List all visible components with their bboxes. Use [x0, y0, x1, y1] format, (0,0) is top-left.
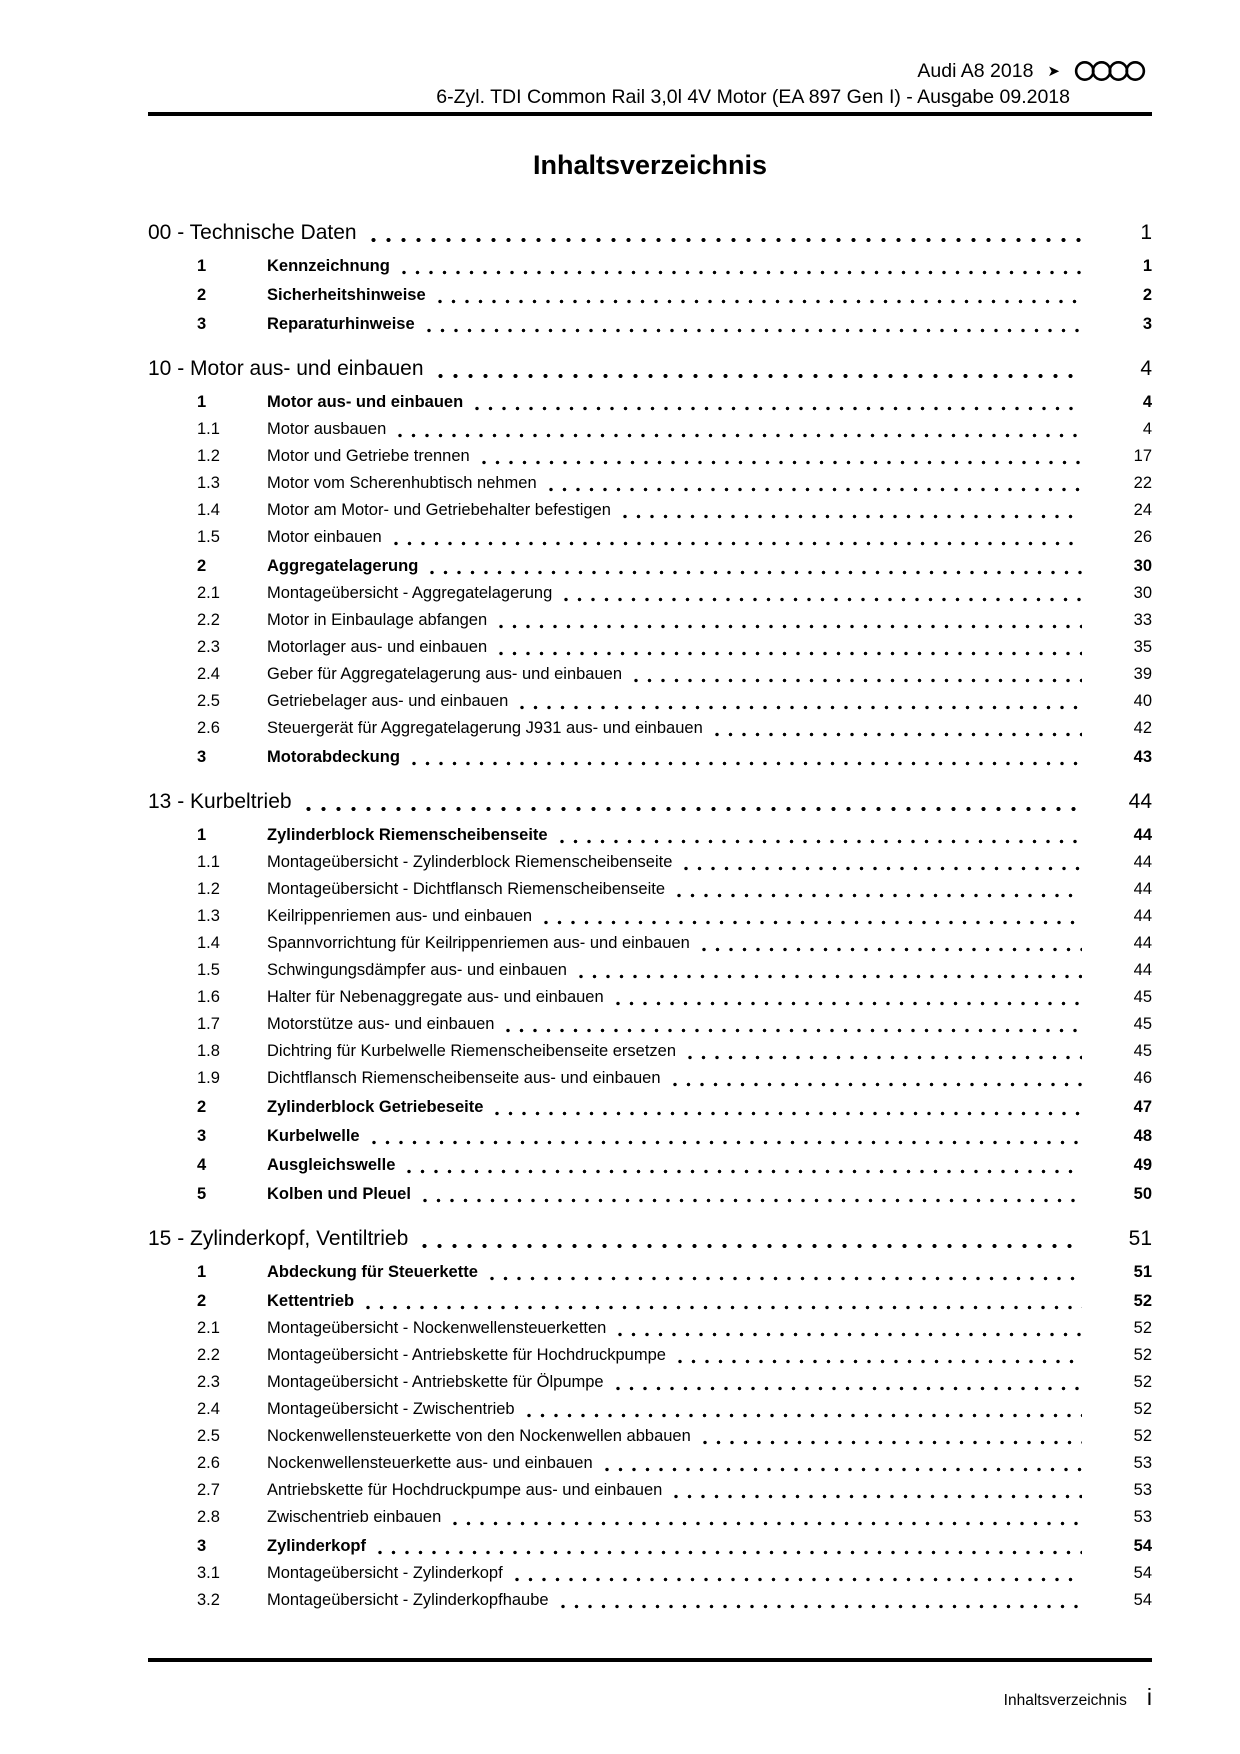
toc-entry-page: 49 [1133, 1156, 1152, 1174]
page-header [148, 0, 1152, 116]
dot-leader [453, 1521, 1082, 1526]
model-arrow-icon: ➤ [1047, 63, 1060, 80]
dot-leader [407, 1169, 1082, 1174]
toc-entry-row [148, 416, 1152, 443]
toc-entry-number-text: 1.1 [197, 853, 220, 871]
toc-entry-label: Montageübersicht - Antriebskette für Hochdruckpumpe [267, 1346, 666, 1364]
toc-entry-page: 42 [1133, 719, 1152, 737]
toc-entry-row [148, 470, 1152, 497]
toc-entry-row [148, 957, 1152, 984]
toc-entry-number [148, 1450, 267, 1477]
toc-entry-number-text: 2 [197, 557, 207, 575]
toc-entry-page: 48 [1133, 1127, 1152, 1145]
toc-entry-number-text: 2.2 [197, 1346, 220, 1364]
toc-entry-number [148, 1342, 267, 1369]
toc-entry-number [148, 607, 267, 634]
toc-entry-label: Spannvorrichtung für Keilrippenriemen aus- und einbauen [267, 934, 690, 952]
toc-entry-label: Motor am Motor- und Getriebehalter befestigen [267, 501, 611, 519]
toc-entry-label: Kurbelwelle [267, 1127, 360, 1145]
toc-chapter-label: 10 - Motor aus- und einbauen [148, 357, 424, 380]
toc-entry-page: 44 [1133, 961, 1152, 979]
toc-entry-number [148, 524, 267, 551]
toc-entry-number-text: 1.6 [197, 988, 220, 1006]
toc-entry-number-text: 2.4 [197, 1400, 220, 1418]
toc-entry-row [148, 744, 1152, 771]
dot-leader [490, 1276, 1082, 1281]
toc-entry-page: 44 [1133, 880, 1152, 898]
toc-entry-number [148, 1152, 267, 1179]
toc-entry-label: Nockenwellensteuerkette aus- und einbauen [267, 1454, 593, 1472]
toc-entry-number-text: 5 [197, 1185, 207, 1203]
dot-leader [378, 1550, 1082, 1555]
toc-entry-label: Halter für Nebenaggregate aus- und einbauen [267, 988, 604, 1006]
toc-entry-label: Keilrippenriemen aus- und einbauen [267, 907, 533, 925]
toc-chapter-row [148, 217, 1152, 248]
toc-entry-number-text: 1.5 [197, 961, 220, 979]
toc-entry-row [148, 849, 1152, 876]
toc-entry-label: Getriebelager aus- und einbauen [267, 692, 509, 710]
dot-leader [634, 678, 1082, 683]
toc-entry-label: Montageübersicht - Zylinderkopfhaube [267, 1591, 549, 1609]
toc-entry-page: 26 [1133, 528, 1152, 546]
toc-entry-label: Kolben und Pleuel [267, 1185, 411, 1203]
dot-leader [482, 460, 1082, 465]
toc-entry-label: Montageübersicht - Aggregatelagerung [267, 584, 553, 602]
toc-entry-page: 1 [1142, 257, 1152, 275]
toc-entry-number [148, 389, 267, 416]
toc-entry-label: Zylinderblock Getriebeseite [267, 1098, 484, 1116]
toc-entry-row [148, 634, 1152, 661]
toc-entry-row [148, 876, 1152, 903]
toc-entry-number-text: 3.2 [197, 1591, 220, 1609]
toc-entry-number [148, 744, 267, 771]
toc-entry-number-text: 3 [197, 1537, 207, 1555]
toc-entry-number-text: 1.5 [197, 528, 220, 546]
toc-entry-page: 35 [1133, 638, 1152, 656]
dot-leader [688, 1055, 1082, 1060]
toc-entry-label: Motorlager aus- und einbauen [267, 638, 488, 656]
toc-entry-number-text: 2.6 [197, 1454, 220, 1472]
toc-entry-label: Zwischentrieb einbauen [267, 1508, 442, 1526]
toc-entry-page: 39 [1133, 665, 1152, 683]
toc-entry-page: 52 [1133, 1400, 1152, 1418]
toc-entry-page: 44 [1133, 934, 1152, 952]
toc-entry-row [148, 1587, 1152, 1614]
footer-section-label: Inhaltsverzeichnis [1003, 1692, 1127, 1709]
toc-entry-label: Schwingungsdämpfer aus- und einbauen [267, 961, 567, 979]
dot-leader [422, 1243, 1082, 1249]
toc-entry-label: Montageübersicht - Antriebskette für Ölpumpe [267, 1373, 604, 1391]
toc-entry-label: Montageübersicht - Dichtflansch Riemenscheibenseite [267, 880, 666, 898]
dot-leader [703, 1440, 1082, 1445]
toc-entry-number [148, 957, 267, 984]
toc-entry-page: 53 [1133, 1481, 1152, 1499]
toc-entry-row [148, 930, 1152, 957]
toc-entry-row [148, 1152, 1152, 1179]
page-title: Inhaltsverzeichnis [532, 150, 768, 180]
dot-leader [605, 1467, 1082, 1472]
toc-entry-row [148, 253, 1152, 280]
toc-entry-label: Ausgleichswelle [267, 1156, 396, 1174]
toc-entry-row [148, 1450, 1152, 1477]
toc-entry-page: 54 [1133, 1591, 1152, 1609]
toc-entry-page: 52 [1133, 1346, 1152, 1364]
dot-leader [499, 624, 1082, 629]
dot-leader [430, 570, 1082, 575]
toc-entry-number [148, 580, 267, 607]
toc-entry-number [148, 1504, 267, 1531]
toc-entry-number [148, 1533, 267, 1560]
toc-entry-row [148, 1065, 1152, 1092]
toc-entry-number-text: 2 [197, 286, 207, 304]
toc-entry-row [148, 1396, 1152, 1423]
toc-entry-number [148, 311, 267, 338]
toc-entry-page: 53 [1133, 1508, 1152, 1526]
toc-entry-page: 30 [1133, 584, 1152, 602]
toc-entry-row [148, 524, 1152, 551]
toc-chapter-row [148, 786, 1152, 817]
toc-entry-page: 52 [1133, 1319, 1152, 1337]
toc-entry-label: Geber für Aggregatelagerung aus- und einbauen [267, 665, 623, 683]
toc-entry-label: Zylinderkopf [267, 1537, 367, 1555]
toc-entry-label: Motorabdeckung [267, 748, 400, 766]
toc-entry-row [148, 1038, 1152, 1065]
toc-entry-number-text: 1.2 [197, 447, 220, 465]
toc-entry-number-text: 2.5 [197, 692, 220, 710]
toc-entry-number [148, 1094, 267, 1121]
toc-entry-number [148, 443, 267, 470]
toc-entry-page: 46 [1133, 1069, 1152, 1087]
toc-entry-row [148, 715, 1152, 742]
dot-leader [616, 1386, 1082, 1391]
toc-entry-number-text: 2.3 [197, 1373, 220, 1391]
toc-entry-number [148, 1396, 267, 1423]
toc-entry-number [148, 416, 267, 443]
dot-leader [398, 433, 1082, 438]
toc-entry-number-text: 1.2 [197, 880, 220, 898]
toc-entry-page: 4 [1142, 420, 1152, 438]
toc-entry-number-text: 1.4 [197, 501, 220, 519]
toc-chapter-row [148, 1223, 1152, 1254]
toc-entry-number-text: 4 [197, 1156, 207, 1174]
toc-entry-label: Dichtring für Kurbelwelle Riemenscheibenseite ersetzen [267, 1042, 677, 1060]
toc-entry-page: 53 [1133, 1454, 1152, 1472]
header-subtitle: 6-Zyl. TDI Common Rail 3,0l 4V Motor (EA 897 Gen I) - Ausgabe 09.2018 [436, 86, 1070, 108]
dot-leader [564, 597, 1082, 602]
audi-rings-icon [1074, 58, 1146, 84]
toc-entry-number [148, 984, 267, 1011]
toc-entry-page: 45 [1133, 1042, 1152, 1060]
toc-entry-number-text: 1.1 [197, 420, 220, 438]
toc-entry-label: Antriebskette für Hochdruckpumpe aus- und einbauen [267, 1481, 663, 1499]
footer-page-number: i [1146, 1684, 1152, 1710]
toc-entry-number [148, 1423, 267, 1450]
toc-entry-row [148, 984, 1152, 1011]
toc-chapter-label: 15 - Zylinderkopf, Ventiltrieb [148, 1227, 409, 1250]
toc-entry-row [148, 1423, 1152, 1450]
toc-entry-number-text: 2.8 [197, 1508, 220, 1526]
toc-entry-page: 44 [1133, 853, 1152, 871]
toc-entry-number-text: 2 [197, 1292, 207, 1310]
toc-entry-row [148, 661, 1152, 688]
toc-entry-number-text: 1.8 [197, 1042, 220, 1060]
dot-leader [438, 373, 1082, 379]
toc-entry-page: 54 [1133, 1564, 1152, 1582]
toc-entry-row [148, 443, 1152, 470]
toc-entry-number [148, 1038, 267, 1065]
toc-entry-label: Zylinderblock Riemenscheibenseite [267, 826, 548, 844]
toc-entry-page: 54 [1133, 1537, 1152, 1555]
toc-entry-page: 3 [1142, 315, 1152, 333]
toc-entry-number [148, 661, 267, 688]
dot-leader [560, 839, 1082, 844]
toc-chapter-page: 1 [1140, 221, 1152, 244]
toc-entry-label: Abdeckung für Steuerkette [267, 1263, 478, 1281]
dot-leader [702, 947, 1082, 952]
toc-entry-number-text: 2.2 [197, 611, 220, 629]
dot-leader [673, 1082, 1083, 1087]
toc-entry-number-text: 1 [197, 1263, 207, 1281]
toc-entry-number-text: 2.1 [197, 1319, 220, 1337]
dot-leader [412, 761, 1082, 766]
toc-entry-row [148, 1342, 1152, 1369]
toc-entry-label: Kettentrieb [267, 1292, 355, 1310]
toc-entry-row [148, 1288, 1152, 1315]
toc-chapter-page: 51 [1128, 1227, 1152, 1250]
dot-leader [520, 705, 1082, 710]
toc-entry-page: 47 [1133, 1098, 1152, 1116]
toc-entry-number [148, 1587, 267, 1614]
toc-entry-row [148, 497, 1152, 524]
toc-entry-page: 44 [1133, 826, 1152, 844]
dot-leader [394, 541, 1082, 546]
toc-entry-page: 30 [1133, 557, 1152, 575]
toc-entry-number [148, 715, 267, 742]
toc-entry-number [148, 1369, 267, 1396]
toc-entry-label: Montageübersicht - Nockenwellensteuerketten [267, 1319, 607, 1337]
dot-leader [715, 732, 1082, 737]
toc-entry-number [148, 1477, 267, 1504]
toc-entry-number [148, 1560, 267, 1587]
toc-entry-number [148, 253, 267, 280]
dot-leader [678, 1359, 1082, 1364]
toc-entry-page: 17 [1133, 447, 1152, 465]
model-name: Audi A8 2018 [917, 60, 1034, 82]
dot-leader [475, 406, 1082, 411]
toc-entry-number-text: 2.5 [197, 1427, 220, 1445]
toc-entry-label: Montageübersicht - Zylinderkopf [267, 1564, 503, 1582]
dot-leader [371, 237, 1082, 243]
toc-entry-label: Sicherheitshinweise [267, 286, 426, 304]
toc-entry-number [148, 470, 267, 497]
toc-entry-row [148, 1369, 1152, 1396]
toc-entry-number [148, 1011, 267, 1038]
header-model-line [148, 58, 1152, 84]
toc-entry-number-text: 3.1 [197, 1564, 220, 1582]
toc-entry-number [148, 903, 267, 930]
toc-entry-row [148, 553, 1152, 580]
toc-entry-number-text: 1.4 [197, 934, 220, 952]
toc-entry-page: 52 [1133, 1373, 1152, 1391]
dot-leader [306, 806, 1082, 812]
dot-leader [427, 328, 1082, 333]
dot-leader [495, 1111, 1082, 1116]
toc-entry-number-text: 2.7 [197, 1481, 220, 1499]
dot-leader [579, 974, 1082, 979]
toc-entry-number [148, 1065, 267, 1092]
toc-entry-page: 52 [1133, 1292, 1152, 1310]
toc-entry-page: 50 [1133, 1185, 1152, 1203]
toc-entry-number-text: 1 [197, 826, 207, 844]
dot-leader [684, 866, 1082, 871]
toc-chapter-label: 13 - Kurbeltrieb [148, 790, 292, 813]
toc-entry-row [148, 580, 1152, 607]
toc-entry-label: Nockenwellensteuerkette von den Nockenwellen abbauen [267, 1427, 691, 1445]
toc-entry-row [148, 282, 1152, 309]
toc-entry-page: 51 [1133, 1263, 1152, 1281]
dot-leader [402, 270, 1082, 275]
toc-entry-label: Steuergerät für Aggregatelagerung J931 aus- und einbauen [267, 719, 703, 737]
table-of-contents [148, 217, 1152, 1614]
toc-entry-number-text: 1.9 [197, 1069, 220, 1087]
toc-entry-page: 24 [1133, 501, 1152, 519]
toc-entry-label: Montageübersicht - Zylinderblock Riemenscheibenseite [267, 853, 673, 871]
toc-entry-label: Reparaturhinweise [267, 315, 415, 333]
toc-chapter-page: 44 [1128, 790, 1152, 813]
dot-leader [423, 1198, 1082, 1203]
toc-entry-label: Motorstütze aus- und einbauen [267, 1015, 495, 1033]
toc-entry-number [148, 1315, 267, 1342]
dot-leader [515, 1577, 1082, 1582]
toc-entry-number [148, 1123, 267, 1150]
toc-entry-row [148, 903, 1152, 930]
toc-entry-page: 33 [1133, 611, 1152, 629]
toc-chapter-page: 4 [1140, 357, 1152, 380]
toc-entry-page: 45 [1133, 1015, 1152, 1033]
toc-entry-number-text: 3 [197, 748, 207, 766]
toc-entry-number-text: 2.4 [197, 665, 220, 683]
toc-entry-number [148, 1259, 267, 1286]
page-footer [148, 1658, 1152, 1711]
toc-entry-label: Kennzeichnung [267, 257, 390, 275]
toc-entry-number-text: 1.3 [197, 907, 220, 925]
toc-entry-label: Montageübersicht - Zwischentrieb [267, 1400, 515, 1418]
toc-entry-label: Motor und Getriebe trennen [267, 447, 470, 465]
toc-entry-row [148, 688, 1152, 715]
toc-entry-label: Motor ausbauen [267, 420, 387, 438]
toc-entry-label: Motor aus- und einbauen [267, 393, 464, 411]
toc-entry-number [148, 634, 267, 661]
toc-entry-row [148, 1181, 1152, 1208]
toc-entry-number [148, 849, 267, 876]
dot-leader [623, 514, 1082, 519]
toc-entry-row [148, 1011, 1152, 1038]
toc-entry-row [148, 311, 1152, 338]
toc-entry-page: 2 [1142, 286, 1152, 304]
toc-chapter-row [148, 353, 1152, 384]
toc-entry-number [148, 553, 267, 580]
toc-entry-page: 52 [1133, 1427, 1152, 1445]
toc-entry-number [148, 876, 267, 903]
toc-entry-number-text: 2.6 [197, 719, 220, 737]
toc-entry-row [148, 1504, 1152, 1531]
toc-entry-row [148, 1123, 1152, 1150]
toc-entry-row [148, 607, 1152, 634]
toc-entry-row [148, 1094, 1152, 1121]
toc-entry-number [148, 497, 267, 524]
toc-entry-page: 44 [1133, 907, 1152, 925]
dot-leader [618, 1332, 1082, 1337]
dot-leader [499, 651, 1082, 656]
toc-entry-number-text: 2.3 [197, 638, 220, 656]
toc-entry-number [148, 1181, 267, 1208]
toc-entry-label: Dichtflansch Riemenscheibenseite aus- und einbauen [267, 1069, 661, 1087]
toc-entry-page: 40 [1133, 692, 1152, 710]
toc-entry-label: Motor in Einbaulage abfangen [267, 611, 488, 629]
toc-entry-page: 43 [1133, 748, 1152, 766]
dot-leader [544, 920, 1082, 925]
dot-leader [677, 893, 1082, 898]
dot-leader [549, 487, 1082, 492]
toc-chapter-label: 00 - Technische Daten [148, 221, 357, 244]
toc-entry-number-text: 3 [197, 315, 207, 333]
toc-entry-page: 4 [1142, 393, 1152, 411]
toc-entry-label: Aggregatelagerung [267, 557, 419, 575]
toc-entry-row [148, 1477, 1152, 1504]
dot-leader [527, 1413, 1082, 1418]
dot-leader [561, 1604, 1082, 1609]
toc-entry-number-text: 1 [197, 257, 207, 275]
toc-entry-number [148, 930, 267, 957]
toc-entry-number-text: 2 [197, 1098, 207, 1116]
toc-entry-row [148, 389, 1152, 416]
toc-entry-row [148, 1315, 1152, 1342]
toc-entry-number-text: 1.3 [197, 474, 220, 492]
toc-entry-number [148, 1288, 267, 1315]
dot-leader [372, 1140, 1082, 1145]
toc-entry-number [148, 822, 267, 849]
toc-entry-page: 45 [1133, 988, 1152, 1006]
toc-entry-label: Motor einbauen [267, 528, 382, 546]
dot-leader [674, 1494, 1082, 1499]
dot-leader [616, 1001, 1082, 1006]
toc-entry-number-text: 1 [197, 393, 207, 411]
toc-entry-number [148, 688, 267, 715]
toc-entry-row [148, 1560, 1152, 1587]
dot-leader [438, 299, 1082, 304]
toc-entry-page: 22 [1133, 474, 1152, 492]
toc-entry-number-text: 1.7 [197, 1015, 220, 1033]
dot-leader [506, 1028, 1082, 1033]
toc-entry-label: Motor vom Scherenhubtisch nehmen [267, 474, 537, 492]
toc-entry-row [148, 1259, 1152, 1286]
toc-entry-row [148, 822, 1152, 849]
dot-leader [366, 1305, 1082, 1310]
toc-entry-row [148, 1533, 1152, 1560]
toc-entry-number [148, 282, 267, 309]
toc-entry-number-text: 3 [197, 1127, 207, 1145]
toc-entry-number-text: 2.1 [197, 584, 220, 602]
